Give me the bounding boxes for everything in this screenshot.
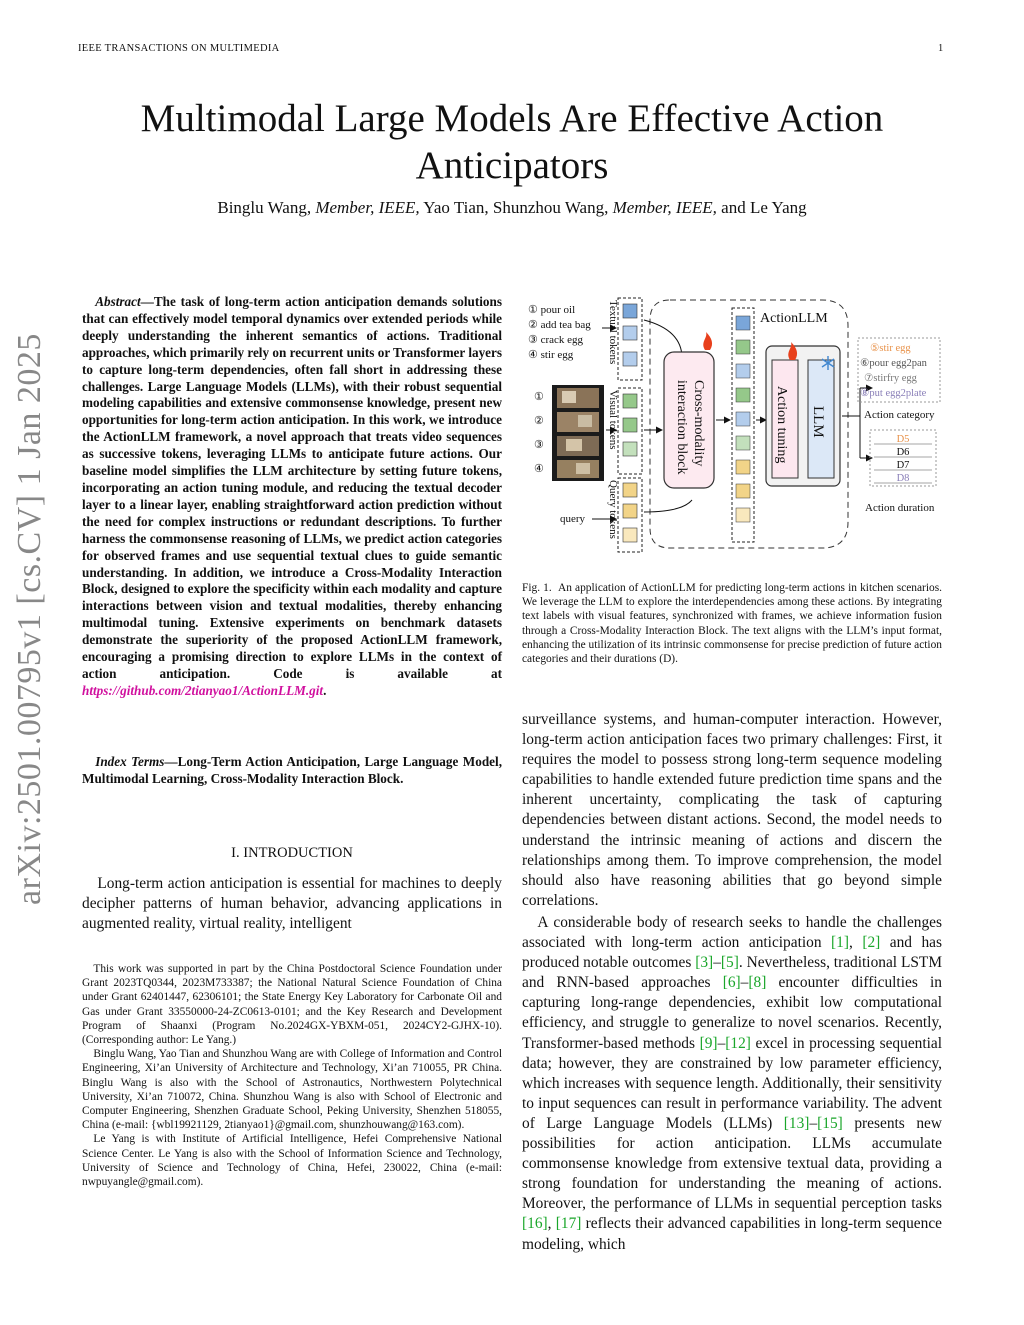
flame-icon <box>788 342 797 360</box>
intro-paragraph-right-1: surveillance systems, and human-computer interaction. However, long-term action anticipation faces two primary challenges: First, it requires the model to possess strong long-term sequence modeling capabilities to handle extended future prediction time spans and the inherent uncertainty, complicating the task of capturing dependencies between distant actions. Second, the model needs to understand the intrinsic meaning of actions and discern the relationships among them. To improve comprehension, the model should also have reasoning abilities that go beyond simple correlations. <box>522 711 942 909</box>
arxiv-stamp: arXiv:2501.00795v1 [cs.CV] 1 Jan 2025 <box>11 333 48 905</box>
output-action-5: ⑤stir egg <box>870 343 911 354</box>
duration-7: D7 <box>896 460 910 471</box>
input-action-2: ② add tea bag <box>528 319 591 331</box>
input-action-4: ④ stir egg <box>528 349 574 361</box>
page-number: 1 <box>938 43 944 54</box>
index-terms: Index Terms—Long-Term Action Anticipation, Large Language Model, Multimodal Learning, Cross-Modality Interaction Block. <box>82 754 502 786</box>
frame-num-1: ① <box>534 391 544 403</box>
citation-link[interactable]: [13] <box>783 1114 810 1132</box>
running-header: IEEE TRANSACTIONS ON MULTIMEDIA <box>78 43 280 54</box>
figure-1-diagram <box>522 290 944 580</box>
query-label: query <box>560 513 586 525</box>
action-category-label: Action category <box>864 409 935 421</box>
frame-num-4: ④ <box>534 463 544 475</box>
query-tokens-label: Query tokens <box>607 480 619 539</box>
cross-modality-block-label-1: Cross-modality <box>691 380 706 467</box>
abstract: Abstract—The task of long-term action anticipation demands solutions that can effectively model temporal dynamics over extended periods while deeply understanding the inherent semantics of actions. Traditional approaches, which primarily rely on recurrent units or Transformer layers to capture long-term dependencies, often fall short in addressing these challenges. Large Language Models (LLMs), with their robust sequential modeling capabilities and extensive commonsense knowledge, present new opportunities for long-term action anticipation. In this work, we introduce the ActionLLM framework, a novel approach that treats video sequences as successive tokens, leveraging LLMs to anticipate future actions. Our baseline model simplifies the LLM architecture by setting future tokens, incorporating an action tuning module, and reducing the textual decoder layer to a linear layer, enabling straightforward action prediction without the need for complex instructions or redundant descriptions. To further harness the commonsense reasoning of LLMs, we predict action categories for observed frames and use sequential textual clues to guide semantic understanding. In addition, we introduce a Cross-Modality Interaction Block, designed to explore the specificity within each modality and capture interactions between vision and textual modalities, thereby enhancing multimodal tuning. Extensive experiments on benchmark datasets demonstrate the superiority of the proposed ActionLLM framework, encouraging a promising direction to explore LLMs in the context of action anticipation. Code is available at https://github.com/2tianyao1/ActionLLM.git. <box>82 294 503 698</box>
input-action-1: ① pour oil <box>528 304 576 316</box>
duration-5: D5 <box>896 434 910 445</box>
paper-title: Multimodal Large Models Are Effective Action Anticipators <box>140 97 884 187</box>
duration-6: D6 <box>896 447 910 458</box>
section-heading-introduction: I. INTRODUCTION <box>231 845 353 861</box>
citation-link[interactable]: [2] <box>862 934 881 952</box>
citation-link[interactable]: [1] <box>831 934 849 952</box>
output-action-8: ⑧put egg2plate <box>860 388 927 399</box>
action-tuning-label: Action tuning <box>774 386 789 464</box>
output-action-6: ⑥pour egg2pan <box>860 358 927 369</box>
citation-link[interactable]: [17] <box>555 1215 582 1233</box>
cross-modality-block-label-2: interaction block <box>674 380 689 475</box>
frame-num-2: ② <box>534 415 544 427</box>
citation-link[interactable]: [3] <box>695 954 714 972</box>
citation-link[interactable]: [9] <box>699 1034 718 1052</box>
citation-link[interactable]: [15] <box>817 1114 843 1132</box>
citation-link[interactable]: [5] <box>720 954 739 972</box>
output-action-7: ⑦stirfry egg <box>864 373 917 384</box>
video-frames <box>552 385 604 481</box>
code-link[interactable]: https://github.com/2tianyao1/ActionLLM.git <box>82 682 324 698</box>
figure-1-caption: Fig. 1. An application of ActionLLM for predicting long-term actions in kitchen scenarios. We leverage the LLM to explore the interdependencies among these actions. By integrating text labels with visual features, synchronized with frames, we achieve information fusion through a Cross-Modality Interaction Block. The text aligns with the LLM’s input format, enhancing the utilization of its intrinsic commonsense for precise prediction of future action categories and their durations (D). <box>522 582 942 666</box>
author-list: Binglu Wang, Member, IEEE, Yao Tian, Shunzhou Wang, Member, IEEE, and Le Yang <box>217 198 807 217</box>
flame-icon <box>703 332 712 350</box>
llm-label: LLM <box>810 406 826 438</box>
footnotes: This work was supported in part by the China Postdoctoral Science Foundation under Grant 2023TQ0344, 2023M733387; the National Natural Science Foundation of China under Grant 62401447, 62306101; the State Energy Key Laboratory for Carbonate Oil and Gas under Grant 33550000-24-ZC0613-0101; and the Key Research and Development Program of Shaanxi (Program No.2024GX-YBXM-051, 2024CY2-GJHX-10). (Corresponding author: Le Yang.) Binglu Wang, Yao Tian and Shunzhou Wang are with College of Information and Control Engineering, Xi’an University of Architecture and Technology, Xi’an 710055, PR China. Binglu Wang is also with the School of Astronautics, Northwestern Polytechnical University, Xi’an 710072, China. Shunzhou Wang is also with School of Electronic and Computer Engineering, Shenzhen Graduate School, Peking University, Shenzhen 518055, China (e-mail: {wbl19921129, 2tianyao1}@gmail.com, shunzhouwang@163.com). Le Yang is with Institute of Artificial Intelligence, Hefei Comprehensive National Science Center. Le Yang is also with the School of Information Science and Technology, University of Science and Technology of China, Hefei, 230022, China (e-mail: nwpuyangle@gmail.com). <box>82 963 502 1189</box>
citation-link[interactable]: [16] <box>522 1215 548 1233</box>
visual-tokens-label: Visual tokens <box>607 390 619 450</box>
citation-link[interactable]: [6] <box>722 974 741 992</box>
actionllm-label: ActionLLM <box>760 311 828 326</box>
input-action-3: ③ crack egg <box>528 334 584 346</box>
citation-link[interactable]: [8] <box>748 974 767 992</box>
action-duration-label: Action duration <box>865 502 935 514</box>
textual-tokens-label: Textual tokens <box>607 300 619 365</box>
citation-link[interactable]: [12] <box>725 1034 751 1052</box>
frame-num-3: ③ <box>534 439 544 451</box>
intro-paragraph-right-2: A considerable body of research seeks to handle the challenges associated with long-term action anticipation [1], [2] and has produced notable outcomes [3]–[5]. Nevertheless, traditional LSTM and RNN-based approaches [6]–[8] encounter difficulties in capturing long-range dependencies, exhibit low computational efficiency, and struggle to generalize to novel scenarios. Recently, Transformer-based methods [9]–[12] excel in processing sequential data; however, they are constrained by low parameter efficiency, which increases with sequence length. Additionally, their sensitivity to input sequences can result in performance variability. The advent of Large Language Models (LLMs) [13]–[15] presents new possibilities for action anticipation. LLMs accumulate commonsense knowledge from extensive textual data, providing a strong foundation for understanding the meaning of actions. Moreover, the performance of LLMs in sequential perception tasks [16], [17] reflects their advanced capabilities in long-term sequence modeling, which <box>522 914 943 1253</box>
intro-paragraph-left: Long-term action anticipation is essential for machines to deeply decipher patterns of human behavior, advancing applications in augmented reality, virtual reality, intelligent <box>82 875 502 933</box>
fused-tokens <box>736 316 750 522</box>
duration-8: D8 <box>896 473 910 484</box>
